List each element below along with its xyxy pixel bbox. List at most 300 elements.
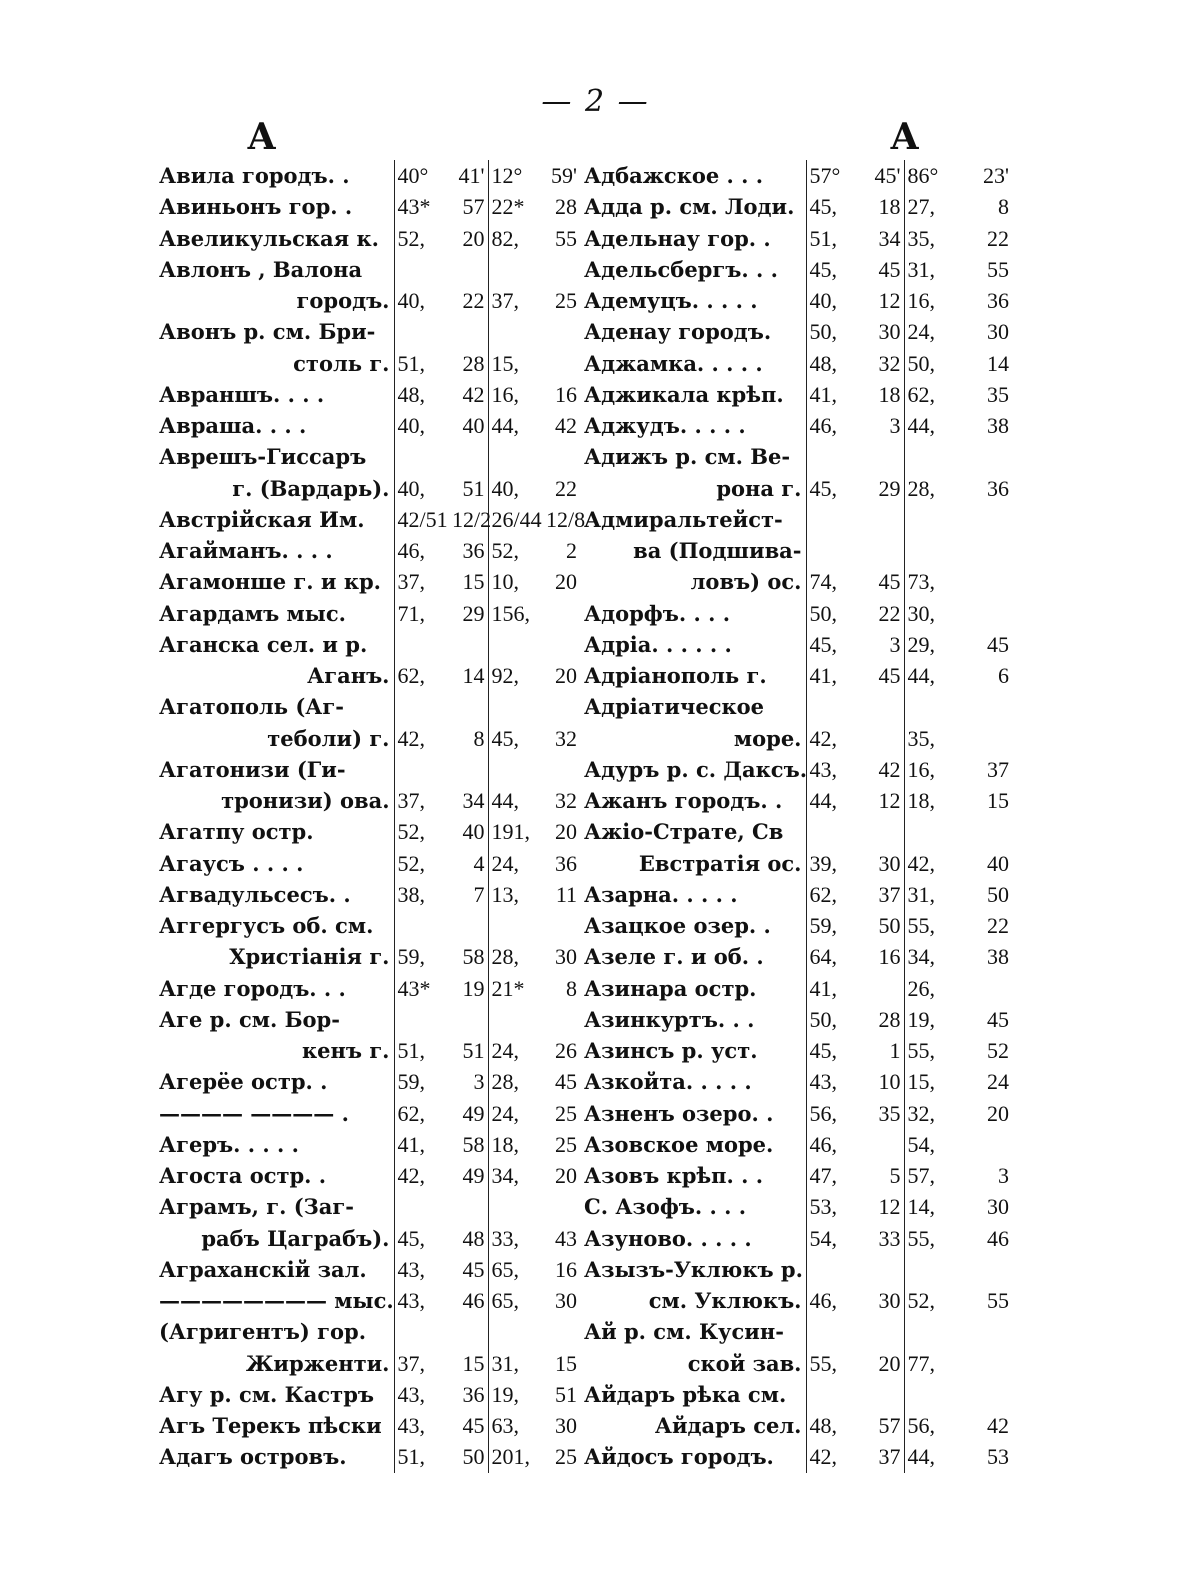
latitude-degrees: 37, bbox=[394, 1348, 452, 1379]
longitude-degrees: 34, bbox=[488, 1160, 546, 1191]
entry-name: Аграмъ, г. (Заг- bbox=[159, 1194, 354, 1220]
latitude-degrees: 43, bbox=[394, 1285, 452, 1316]
entry-name: Агерёе остр. . bbox=[159, 1069, 328, 1095]
longitude-degrees: 26/44 bbox=[488, 504, 546, 535]
entry-name: Авеликульская к. bbox=[159, 225, 379, 251]
entry-name: Агардамъ мыс. bbox=[159, 600, 346, 626]
longitude-degrees: 42, bbox=[904, 848, 962, 879]
entry-row bbox=[155, 1098, 580, 1129]
longitude-minutes bbox=[546, 348, 580, 379]
latitude-degrees bbox=[806, 1316, 864, 1347]
entry-row bbox=[155, 1410, 580, 1441]
entry-row bbox=[155, 160, 580, 191]
entry-name: Авраншъ. . . . bbox=[159, 381, 325, 407]
latitude-minutes: 15 bbox=[462, 569, 485, 595]
latitude-degrees: 44, bbox=[806, 785, 864, 816]
latitude-degrees: 50, bbox=[806, 316, 864, 347]
entry-row bbox=[580, 1098, 1012, 1129]
latitude-minutes bbox=[864, 691, 904, 722]
longitude-minutes: 30 bbox=[987, 319, 1009, 345]
longitude-minutes: 2 bbox=[566, 538, 577, 564]
latitude-minutes: 28 bbox=[878, 1006, 901, 1032]
longitude-minutes: 20 bbox=[555, 819, 577, 845]
latitude-degrees: 46, bbox=[806, 1285, 864, 1316]
latitude-degrees: 51, bbox=[394, 1035, 452, 1066]
longitude-minutes: 45 bbox=[555, 1069, 577, 1095]
longitude-degrees: 24, bbox=[488, 1098, 546, 1129]
entry-name: городъ. bbox=[296, 288, 390, 314]
longitude-degrees: 27, bbox=[904, 191, 962, 222]
latitude-minutes: 29 bbox=[462, 600, 485, 626]
entry-name: г. (Вардарь). bbox=[232, 475, 390, 501]
latitude-degrees bbox=[394, 254, 452, 285]
latitude-degrees: 48, bbox=[806, 348, 864, 379]
longitude-degrees: 44, bbox=[904, 660, 962, 691]
gazetteer-column-right bbox=[580, 160, 1012, 1473]
longitude-minutes bbox=[546, 441, 580, 472]
entry-name: ва (Подшива- bbox=[633, 538, 802, 564]
entry-row bbox=[580, 1223, 1012, 1254]
latitude-degrees: 40, bbox=[394, 285, 452, 316]
entry-name: Азинкуртъ. . . bbox=[584, 1006, 755, 1032]
longitude-minutes bbox=[962, 1379, 1012, 1410]
entry-row bbox=[155, 660, 580, 691]
entry-row bbox=[155, 1160, 580, 1191]
longitude-degrees bbox=[904, 691, 962, 722]
longitude-degrees: 40, bbox=[488, 473, 546, 504]
entry-row bbox=[155, 410, 580, 441]
longitude-degrees: 16, bbox=[904, 285, 962, 316]
entry-row bbox=[580, 1066, 1012, 1097]
longitude-degrees: 12° bbox=[488, 160, 546, 191]
entry-name: рабъ Цаграбъ). bbox=[201, 1225, 390, 1251]
longitude-minutes: 22 bbox=[987, 225, 1009, 251]
latitude-minutes: 42 bbox=[462, 381, 485, 407]
entry-row bbox=[155, 816, 580, 847]
latitude-minutes bbox=[452, 629, 488, 660]
longitude-minutes: 25 bbox=[555, 288, 577, 314]
latitude-degrees: 42, bbox=[394, 723, 452, 754]
entry-name: Авлонъ , Валона bbox=[159, 256, 363, 282]
latitude-degrees: 40° bbox=[394, 160, 452, 191]
entry-name: Айдаръ рѣка см. bbox=[584, 1381, 787, 1407]
entry-row bbox=[580, 785, 1012, 816]
entry-row bbox=[155, 1223, 580, 1254]
longitude-minutes: 30 bbox=[555, 1413, 577, 1439]
latitude-minutes bbox=[452, 254, 488, 285]
entry-name: теболи) г. bbox=[267, 725, 390, 751]
latitude-degrees: 43, bbox=[394, 1379, 452, 1410]
entry-row bbox=[155, 254, 580, 285]
latitude-degrees: 42, bbox=[394, 1160, 452, 1191]
latitude-minutes: 16 bbox=[878, 944, 901, 970]
longitude-degrees: 191, bbox=[488, 816, 546, 847]
entry-row bbox=[580, 1379, 1012, 1410]
latitude-degrees bbox=[394, 1316, 452, 1347]
longitude-degrees: 73, bbox=[904, 566, 962, 597]
latitude-degrees: 41, bbox=[806, 379, 864, 410]
entry-name: ———————— мыс. bbox=[159, 1288, 394, 1314]
longitude-minutes: 50 bbox=[987, 881, 1009, 907]
latitude-minutes: 33 bbox=[878, 1225, 901, 1251]
longitude-degrees bbox=[488, 254, 546, 285]
longitude-minutes bbox=[962, 973, 1012, 1004]
longitude-degrees bbox=[904, 535, 962, 566]
longitude-degrees: 28, bbox=[488, 941, 546, 972]
longitude-degrees bbox=[488, 691, 546, 722]
entry-row bbox=[155, 754, 580, 785]
entry-name: Аграханскій зал. bbox=[159, 1256, 367, 1282]
entry-name: Агамонше г. и кр. bbox=[159, 569, 381, 595]
latitude-degrees: 37, bbox=[394, 566, 452, 597]
longitude-minutes: 36 bbox=[987, 288, 1009, 314]
longitude-minutes bbox=[546, 1316, 580, 1347]
longitude-degrees: 65, bbox=[488, 1285, 546, 1316]
latitude-minutes bbox=[452, 316, 488, 347]
longitude-degrees: 92, bbox=[488, 660, 546, 691]
entry-row bbox=[155, 1129, 580, 1160]
entry-name: кенъ г. bbox=[302, 1038, 390, 1064]
entry-row bbox=[155, 535, 580, 566]
entry-name: рона г. bbox=[716, 475, 802, 501]
longitude-degrees bbox=[488, 1191, 546, 1222]
entry-row bbox=[580, 254, 1012, 285]
entry-name: Ай р. см. Кусин- bbox=[584, 1319, 784, 1345]
entry-row bbox=[580, 879, 1012, 910]
longitude-degrees: 22* bbox=[488, 191, 546, 222]
longitude-degrees: 35, bbox=[904, 223, 962, 254]
latitude-minutes: 22 bbox=[878, 600, 901, 626]
latitude-minutes bbox=[452, 1004, 488, 1035]
latitude-minutes: 51 bbox=[462, 475, 485, 501]
longitude-minutes: 38 bbox=[987, 944, 1009, 970]
page-number: — 2 — bbox=[541, 84, 650, 119]
longitude-minutes: 45 bbox=[987, 1006, 1009, 1032]
longitude-minutes: 53 bbox=[987, 1444, 1009, 1470]
longitude-minutes: 6 bbox=[998, 663, 1009, 689]
latitude-minutes: 37 bbox=[878, 881, 901, 907]
latitude-degrees: 45, bbox=[806, 191, 864, 222]
entry-row bbox=[155, 191, 580, 222]
longitude-minutes: 36 bbox=[555, 850, 577, 876]
entry-name: Аджикала крѣп. bbox=[584, 381, 784, 407]
latitude-degrees bbox=[394, 629, 452, 660]
longitude-minutes: 38 bbox=[987, 413, 1009, 439]
entry-row bbox=[580, 660, 1012, 691]
longitude-degrees: 45, bbox=[488, 723, 546, 754]
entry-name: Адбажское . . . bbox=[584, 163, 764, 189]
longitude-minutes bbox=[962, 1348, 1012, 1379]
entry-name: Авиньонъ гор. . bbox=[159, 194, 353, 220]
longitude-degrees: 19, bbox=[904, 1004, 962, 1035]
entry-row bbox=[155, 504, 580, 535]
longitude-minutes: 55 bbox=[555, 225, 577, 251]
gazetteer-column-left bbox=[155, 160, 586, 1473]
entry-row bbox=[580, 410, 1012, 441]
entry-row bbox=[155, 473, 580, 504]
longitude-minutes: 37 bbox=[987, 756, 1009, 782]
latitude-minutes: 12 bbox=[878, 1194, 901, 1220]
latitude-minutes: 19 bbox=[462, 975, 485, 1001]
latitude-minutes: 5 bbox=[889, 1163, 901, 1189]
entry-name: Азненъ озеро. . bbox=[584, 1100, 774, 1126]
latitude-degrees bbox=[394, 441, 452, 472]
latitude-degrees: 42/51 bbox=[394, 504, 452, 535]
entry-name: Аджамка. . . . . bbox=[584, 350, 763, 376]
latitude-degrees: 64, bbox=[806, 941, 864, 972]
longitude-degrees: 55, bbox=[904, 910, 962, 941]
latitude-minutes: 45 bbox=[878, 663, 901, 689]
longitude-degrees bbox=[488, 910, 546, 941]
entry-row bbox=[155, 441, 580, 472]
latitude-degrees: 51, bbox=[394, 1441, 452, 1472]
latitude-degrees: 43* bbox=[394, 973, 452, 1004]
latitude-minutes: 57 bbox=[878, 1413, 901, 1439]
latitude-degrees bbox=[806, 1379, 864, 1410]
entry-row bbox=[580, 723, 1012, 754]
entry-row bbox=[155, 1316, 580, 1347]
entry-row bbox=[155, 598, 580, 629]
longitude-degrees: 31, bbox=[488, 1348, 546, 1379]
latitude-degrees: 40, bbox=[394, 410, 452, 441]
entry-name: Адижъ р. см. Ве- bbox=[584, 444, 791, 470]
latitude-minutes bbox=[864, 1129, 904, 1160]
latitude-minutes: 34 bbox=[462, 788, 485, 814]
entry-name: ———— ———— . bbox=[159, 1100, 349, 1126]
latitude-degrees: 52, bbox=[394, 848, 452, 879]
longitude-minutes: 20 bbox=[555, 663, 577, 689]
latitude-minutes: 30 bbox=[878, 850, 901, 876]
latitude-degrees: 48, bbox=[806, 1410, 864, 1441]
longitude-degrees bbox=[904, 1379, 962, 1410]
entry-name: Азовское море. bbox=[584, 1131, 774, 1157]
latitude-degrees bbox=[394, 754, 452, 785]
latitude-minutes: 58 bbox=[462, 944, 485, 970]
latitude-minutes: 28 bbox=[462, 350, 485, 376]
latitude-minutes: 45 bbox=[462, 1413, 485, 1439]
longitude-minutes bbox=[962, 598, 1012, 629]
entry-name: Аденау городъ. bbox=[584, 319, 772, 345]
entry-row bbox=[155, 879, 580, 910]
latitude-minutes: 12 bbox=[878, 288, 901, 314]
longitude-minutes: 25 bbox=[555, 1100, 577, 1126]
longitude-degrees: 13, bbox=[488, 879, 546, 910]
longitude-degrees bbox=[904, 1316, 962, 1347]
latitude-minutes: 46 bbox=[462, 1288, 485, 1314]
entry-row bbox=[155, 285, 580, 316]
latitude-degrees: 45, bbox=[806, 629, 864, 660]
latitude-degrees bbox=[806, 1254, 864, 1285]
entry-name: Жирженти. bbox=[245, 1350, 390, 1376]
entry-name: море. bbox=[733, 725, 802, 751]
latitude-degrees: 62, bbox=[806, 879, 864, 910]
longitude-minutes: 30 bbox=[555, 944, 577, 970]
latitude-minutes bbox=[864, 1379, 904, 1410]
entry-row bbox=[580, 473, 1012, 504]
entry-name: Азинара остр. bbox=[584, 975, 757, 1001]
latitude-degrees: 51, bbox=[806, 223, 864, 254]
latitude-degrees: 43, bbox=[806, 1066, 864, 1097]
longitude-minutes: 20 bbox=[555, 1163, 577, 1189]
longitude-degrees: 52, bbox=[904, 1285, 962, 1316]
entry-row bbox=[155, 1004, 580, 1035]
entry-row bbox=[155, 566, 580, 597]
longitude-minutes: 16 bbox=[555, 381, 577, 407]
longitude-minutes bbox=[546, 254, 580, 285]
entry-row bbox=[155, 379, 580, 410]
longitude-minutes bbox=[962, 1254, 1012, 1285]
longitude-degrees: 14, bbox=[904, 1191, 962, 1222]
entry-row bbox=[580, 691, 1012, 722]
entry-name: Адріа. . . . . . bbox=[584, 631, 732, 657]
entry-row bbox=[580, 598, 1012, 629]
latitude-degrees bbox=[394, 910, 452, 941]
longitude-minutes: 16 bbox=[555, 1256, 577, 1282]
latitude-degrees: 46, bbox=[806, 410, 864, 441]
entry-name: ской зав. bbox=[687, 1350, 802, 1376]
entry-name: Аганска сел. и р. bbox=[159, 631, 368, 657]
longitude-minutes: 46 bbox=[987, 1225, 1009, 1251]
longitude-minutes: 55 bbox=[987, 1288, 1009, 1314]
latitude-degrees: 54, bbox=[806, 1223, 864, 1254]
entry-name: (Агригентъ) гор. bbox=[159, 1319, 367, 1345]
latitude-degrees bbox=[394, 691, 452, 722]
longitude-degrees: 15, bbox=[488, 348, 546, 379]
entry-name: С. Азофъ. . . . bbox=[584, 1194, 747, 1220]
longitude-minutes: 40 bbox=[987, 850, 1009, 876]
entry-name: Адріатическое bbox=[584, 694, 765, 720]
latitude-degrees bbox=[394, 1191, 452, 1222]
longitude-minutes: 20 bbox=[555, 569, 577, 595]
longitude-minutes bbox=[962, 566, 1012, 597]
longitude-degrees: 52, bbox=[488, 535, 546, 566]
latitude-minutes: 49 bbox=[462, 1100, 485, 1126]
latitude-minutes: 30 bbox=[878, 1288, 901, 1314]
entry-name: Азацкое озер. . bbox=[584, 913, 771, 939]
entry-name: Азарна. . . . . bbox=[584, 881, 738, 907]
entry-row bbox=[580, 1348, 1012, 1379]
entry-row bbox=[155, 348, 580, 379]
latitude-degrees: 52, bbox=[394, 223, 452, 254]
entry-name: Азызъ-Уклюкъ р. bbox=[584, 1256, 803, 1282]
latitude-minutes bbox=[864, 1254, 904, 1285]
entry-name: Аганъ. bbox=[307, 663, 390, 689]
latitude-minutes: 14 bbox=[462, 663, 485, 689]
latitude-degrees: 53, bbox=[806, 1191, 864, 1222]
longitude-degrees: 44, bbox=[488, 785, 546, 816]
longitude-minutes bbox=[962, 723, 1012, 754]
entry-row bbox=[580, 1191, 1012, 1222]
entry-row bbox=[580, 1160, 1012, 1191]
entry-name: Азкойта. . . . . bbox=[584, 1069, 752, 1095]
longitude-degrees: 35, bbox=[904, 723, 962, 754]
longitude-degrees: 57, bbox=[904, 1160, 962, 1191]
entry-name: Адагъ островъ. bbox=[159, 1444, 347, 1470]
longitude-minutes: 11 bbox=[555, 881, 577, 907]
latitude-minutes bbox=[864, 441, 904, 472]
latitude-degrees: 59, bbox=[806, 910, 864, 941]
longitude-degrees: 201, bbox=[488, 1441, 546, 1472]
entry-row bbox=[155, 223, 580, 254]
latitude-minutes: 42 bbox=[878, 756, 901, 782]
longitude-minutes: 28 bbox=[555, 194, 577, 220]
longitude-minutes: 51 bbox=[555, 1381, 577, 1407]
latitude-degrees: 41, bbox=[806, 660, 864, 691]
longitude-degrees: 24, bbox=[488, 1035, 546, 1066]
latitude-minutes: 29 bbox=[878, 475, 901, 501]
entry-name: Ажанъ городъ. . bbox=[584, 788, 783, 814]
entry-name: Адорфъ. . . . bbox=[584, 600, 731, 626]
entry-row bbox=[155, 1254, 580, 1285]
longitude-minutes bbox=[546, 316, 580, 347]
longitude-degrees: 19, bbox=[488, 1379, 546, 1410]
longitude-degrees: 28, bbox=[904, 473, 962, 504]
longitude-degrees bbox=[904, 816, 962, 847]
latitude-minutes: 35 bbox=[878, 1100, 901, 1126]
longitude-degrees: 86° bbox=[904, 160, 962, 191]
entry-name: столь г. bbox=[293, 350, 390, 376]
longitude-degrees: 50, bbox=[904, 348, 962, 379]
entry-row bbox=[580, 910, 1012, 941]
entry-name: Аврешъ-Гиссаръ bbox=[159, 444, 367, 470]
entry-name: Агатпу остр. bbox=[159, 819, 314, 845]
latitude-degrees: 42, bbox=[806, 723, 864, 754]
latitude-minutes: 32 bbox=[878, 350, 901, 376]
latitude-minutes: 34 bbox=[878, 225, 901, 251]
latitude-minutes bbox=[864, 973, 904, 1004]
entry-name: Евстратія ос. bbox=[638, 850, 802, 876]
latitude-degrees: 38, bbox=[394, 879, 452, 910]
longitude-minutes bbox=[962, 1316, 1012, 1347]
latitude-minutes: 37 bbox=[878, 1444, 901, 1470]
entry-name: Агайманъ. . . . bbox=[159, 538, 333, 564]
latitude-minutes bbox=[864, 723, 904, 754]
longitude-degrees: 56, bbox=[904, 1410, 962, 1441]
latitude-minutes: 18 bbox=[878, 194, 901, 220]
latitude-minutes: 8 bbox=[473, 725, 485, 751]
latitude-minutes: 12/2 bbox=[452, 506, 492, 532]
longitude-degrees: 30, bbox=[904, 598, 962, 629]
longitude-minutes: 3 bbox=[998, 1163, 1009, 1189]
entry-row bbox=[580, 629, 1012, 660]
entry-name: Адмиральтейст- bbox=[584, 506, 783, 532]
entry-name: тронизи) ова. bbox=[221, 788, 390, 814]
latitude-minutes bbox=[864, 816, 904, 847]
longitude-degrees: 18, bbox=[488, 1129, 546, 1160]
latitude-minutes: 50 bbox=[462, 1444, 485, 1470]
latitude-degrees: 62, bbox=[394, 1098, 452, 1129]
longitude-minutes: 15 bbox=[555, 1350, 577, 1376]
longitude-minutes bbox=[962, 441, 1012, 472]
longitude-minutes: 24 bbox=[987, 1069, 1009, 1095]
longitude-degrees: 32, bbox=[904, 1098, 962, 1129]
entry-row bbox=[155, 1066, 580, 1097]
entry-name: Азуново. . . . . bbox=[584, 1225, 752, 1251]
entry-name: Айдаръ сел. bbox=[654, 1413, 802, 1439]
longitude-degrees: 156, bbox=[488, 598, 546, 629]
latitude-degrees: 43, bbox=[394, 1254, 452, 1285]
entry-row bbox=[580, 1285, 1012, 1316]
longitude-degrees: 54, bbox=[904, 1129, 962, 1160]
longitude-degrees: 24, bbox=[904, 316, 962, 347]
latitude-degrees: 46, bbox=[394, 535, 452, 566]
entry-row bbox=[580, 535, 1012, 566]
latitude-degrees bbox=[806, 504, 864, 535]
longitude-degrees: 65, bbox=[488, 1254, 546, 1285]
entry-row bbox=[155, 723, 580, 754]
latitude-degrees: 37, bbox=[394, 785, 452, 816]
longitude-minutes: 32 bbox=[555, 725, 577, 751]
